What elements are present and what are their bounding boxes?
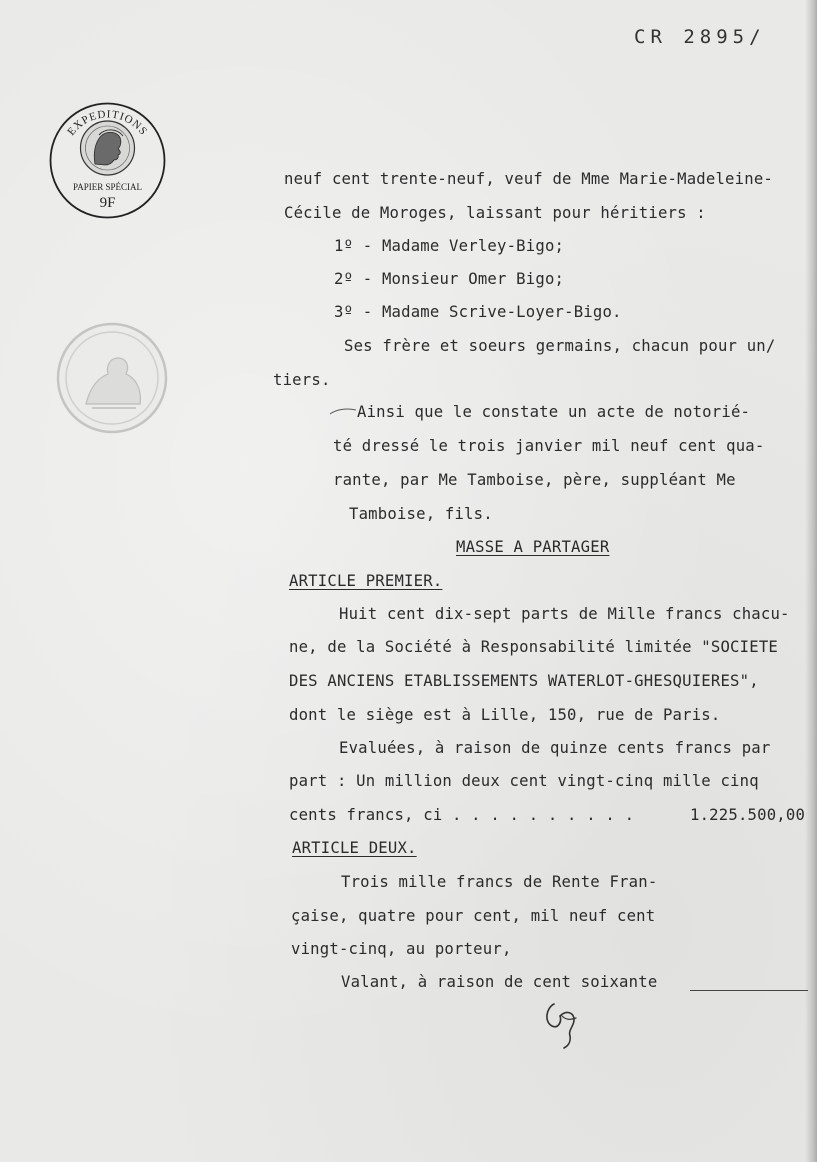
body-line-26: Valant, à raison de cent soixante [341, 973, 658, 991]
body-line-9: té dressé le trois janvier mil neuf cent qua- [333, 437, 765, 455]
document-reference: CR 2895/ [634, 26, 766, 48]
body-line-24: çaise, quatre pour cent, mil neuf cent [291, 907, 656, 925]
article-premier-heading: ARTICLE PREMIER. [289, 572, 443, 590]
handwritten-initials [540, 996, 590, 1050]
body-line-11: Tamboise, fils. [349, 505, 493, 523]
body-line-7: tiers. [273, 371, 331, 389]
body-line-18: Evaluées, à raison de quinze cents francs par [339, 739, 771, 757]
body-line-19: part : Un million deux cent vingt-cinq mille cinq [289, 772, 759, 790]
body-line-10: rante, par Me Tamboise, père, suppléant Me [333, 471, 736, 489]
article-deux-heading: ARTICLE DEUX. [292, 839, 417, 857]
body-line-14: Huit cent dix-sept parts de Mille francs chacu- [339, 605, 790, 623]
heir-1: 1º - Madame Verley-Bigo; [334, 237, 565, 255]
page-edge-shadow [805, 0, 817, 1162]
body-line-15: ne, de la Société à Responsabilité limitée "SOCIETE [289, 638, 778, 656]
heir-3: 3º - Madame Scrive-Loyer-Bigo. [334, 303, 622, 321]
body-line-23: Trois mille francs de Rente Fran- [341, 873, 658, 891]
body-line-17: dont le siège est à Lille, 150, rue de Paris. [289, 706, 721, 724]
heir-2: 2º - Monsieur Omer Bigo; [334, 270, 565, 288]
body-line-20: cents francs, ci . . . . . . . . . . [289, 806, 635, 824]
stamp-label: PAPIER SPÉCIAL [73, 182, 142, 192]
amount-rule [690, 990, 808, 991]
section-heading: MASSE A PARTAGER [456, 538, 610, 556]
margin-tick-mark [329, 407, 357, 415]
article-premier-amount: 1.225.500,00 [690, 806, 806, 824]
stamp-top-text: EXPEDITIONS [65, 108, 150, 138]
body-line-25: vingt-cinq, au porteur, [291, 940, 512, 958]
fiscal-stamp [49, 102, 166, 219]
body-line-8: Ainsi que le constate un acte de notorié- [357, 403, 751, 421]
body-line-2: Cécile de Moroges, laissant pour héritiers : [284, 204, 706, 222]
body-line-6: Ses frère et soeurs germains, chacun pour un/ [344, 337, 776, 355]
body-line-1: neuf cent trente-neuf, veuf de Mme Marie-Madeleine- [284, 170, 773, 188]
stamp-value: 9F [99, 195, 116, 211]
body-line-16: DES ANCIENS ETABLISSEMENTS WATERLOT-GHESQUIERES", [289, 672, 759, 690]
embossed-seal [56, 322, 168, 434]
